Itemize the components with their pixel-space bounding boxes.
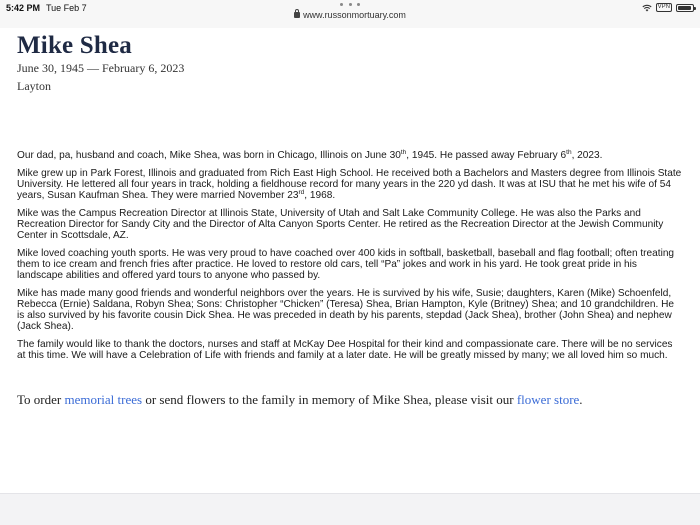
memorial-trees-link[interactable]: memorial trees: [64, 392, 143, 407]
obituary-text: [17, 150, 682, 368]
obituary-paragraph: Our dad, pa, husband and coach, Mike Shea, was born in Chicago, Illinois on June 30th, 1945. He passed away February 6th, 2023.: [17, 149, 603, 161]
location: Layton: [17, 79, 51, 93]
more-options-icon[interactable]: [340, 3, 360, 7]
status-bar: [0, 0, 700, 28]
obituary-paragraph: Mike grew up in Park Forest, Illinois and graduated from Rich East High School. He received both a Bachelors and Masters degree from Illinois State University. He lettered all four years in track, holding a fieldhouse record for many years in the 220 yd dash. It was at ISU that he met his wife of 54 years, Susan Kaufman Shea. They were married November 23rd, 1968.: [17, 168, 682, 201]
page-title: Mike Shea: [17, 32, 132, 59]
address-bar[interactable]: [0, 10, 700, 20]
flower-store-link[interactable]: flower store: [516, 392, 580, 407]
wifi-icon: [642, 4, 652, 12]
status-indicators: [642, 3, 694, 12]
vpn-badge: VPN: [657, 4, 670, 10]
order-flowers-line: To order memorial trees or send flowers to the family in memory of Mike Shea, please visit our flower store.: [17, 392, 583, 407]
obituary-paragraph: The family would like to thank the doctors, nurses and staff at McKay Dee Hospital for their kind and compassionate care. There will be no services at this time. We will have a Celebration of Life with friends and family at a later date. He will be greatly missed by many; we all loved him so much.: [17, 339, 673, 361]
life-dates: June 30, 1945 — February 6, 2023: [17, 61, 185, 75]
status-date: Tue Feb 7: [46, 3, 87, 13]
url-text: www.russonmortuary.com: [303, 10, 406, 20]
obituary-paragraph: Mike was the Campus Recreation Director at Illinois State, University of Utah and Salt Lake Community College. He was also the Parks and Recreation Director for Sandy City and the Director of Alta Canyon Sports Center. He retired as the Recreation Director at the Jewish Community Center in Scottsdale, AZ.: [17, 208, 664, 241]
status-time: 5:42 PM: [6, 3, 41, 13]
obituary-paragraph: Mike loved coaching youth sports. He was very proud to have coached over 400 kids in softball, basketball, baseball and flag football; often treating them to ice cream and french fries after practice. He loved to restore old cars, tell “Pa” jokes and work in his yard. He took great pride in his landscape abilities and offered yard tours to anyone who passed by.: [17, 248, 675, 281]
obituary-paragraph: Mike has made many good friends and wonderful neighbors over the years. He is survived by his wife, Susie; daughters, Karen (Mike) Schoenfeld, Rebecca (Ernie) Saldana, Robyn Shea; Sons: Christopher “Chicken” (Teresa) Shea, Brian Hampton, Kyle (Britney) Shea; and 10 grandchildren. He is also survived by his favorite cousin Dick Shea. He was preceded in death by his parents, stepdad (Jack Shea), brother (John Shea) and nephew (Jack Shea).: [17, 288, 674, 332]
obituary-header: [17, 28, 687, 94]
footer-band: [0, 493, 700, 525]
battery-icon: [676, 4, 694, 12]
lock-icon: [294, 12, 300, 18]
